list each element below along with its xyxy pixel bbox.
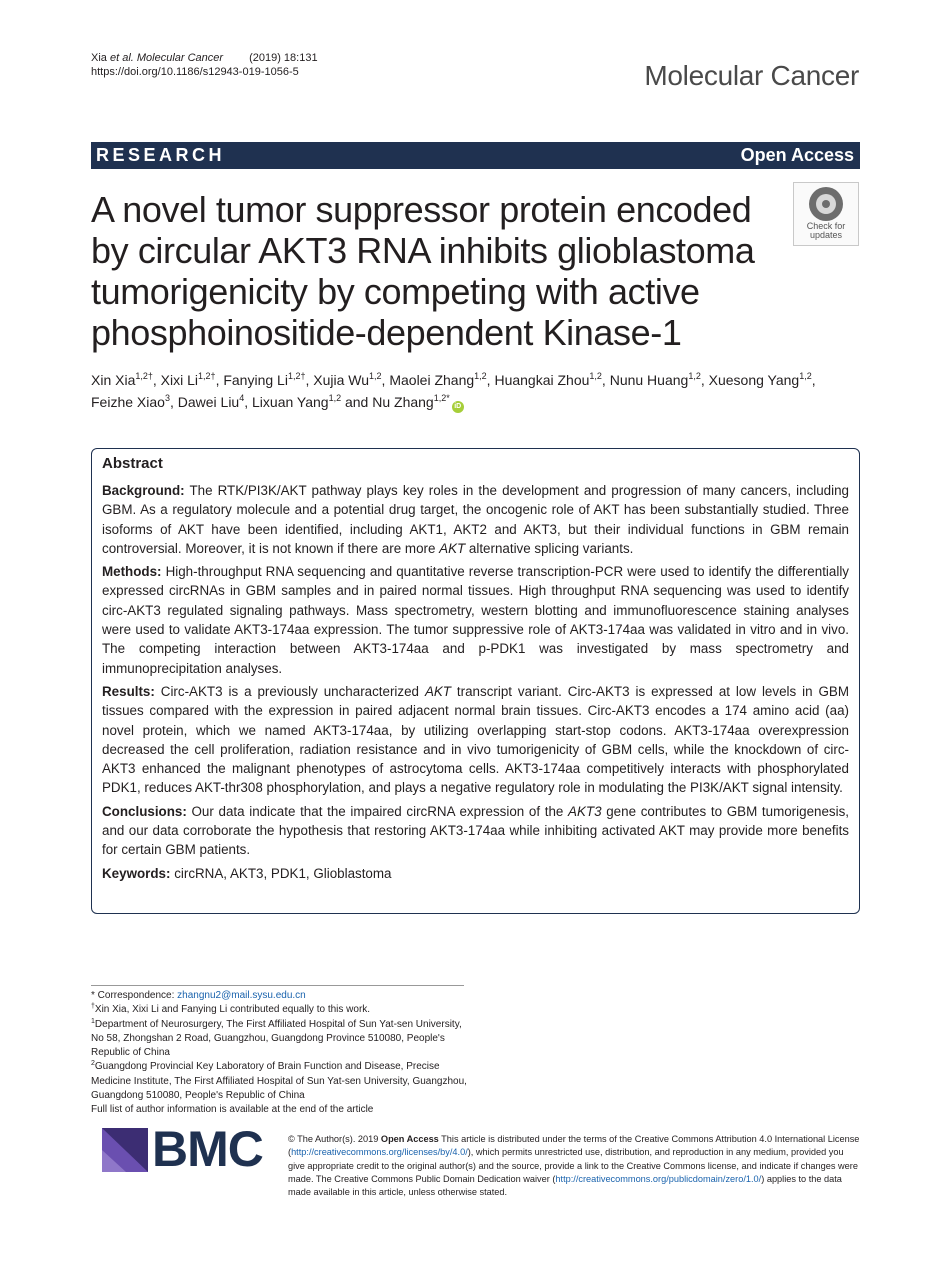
author-affiliation-marker: 1,2: [474, 371, 487, 381]
license-copyright: © The Author(s). 2019: [288, 1134, 381, 1144]
citation-authors: Xia: [91, 52, 110, 64]
author-name[interactable]: [223, 372, 305, 388]
orcid-icon[interactable]: iD: [452, 401, 464, 413]
abstract-background: [102, 481, 849, 558]
results-text-end: transcript variant. Circ-AKT3 is expressed at low levels in GBM tissues compared with the expression in paired adjacent normal brain tissues. Circ-AKT3 encodes a 174 amino acid (aa) novel protein, which we named AKT3-174aa, by utilizing overlapping start-stop codons. AKT3-174aa overexpression decreased the cell proliferation, radiation resistance and in vivo tumorigenicity of GBM cells, while the knockdown of circ-AKT3 enhanced the malignant phenotypes of astrocytoma cells. AKT3-174aa competitively interacts with phosphorylated PDK1, reduces AKT-thr308 phosphorylation, and plays a negative regulatory role in modulating the PI3K/AKT signal intensity.: [102, 683, 850, 796]
author-name-text: Dawei Liu: [177, 394, 240, 410]
author-affiliation-marker: 1,2: [799, 371, 812, 381]
keywords-label: Keywords:: [102, 865, 171, 881]
keywords-text: circRNA, AKT3, PDK1, Glioblastoma: [170, 865, 392, 881]
results-gene: AKT: [424, 683, 451, 699]
author-name[interactable]: [91, 394, 170, 410]
abstract-box: [91, 448, 860, 914]
author-affiliation-marker: 1,2: [328, 393, 342, 403]
correspondence-email-link[interactable]: zhangnu2@mail.sysu.edu.cn: [177, 990, 306, 1001]
author-affiliation-marker: 1,2*: [433, 393, 450, 403]
citation-block: [91, 51, 318, 79]
license-text-1: This article is distributed under the terms of the Creative Commons Attribution 4.0 International License (: [288, 1134, 860, 1158]
author-name[interactable]: [494, 372, 601, 388]
journal-name: Molecular Cancer: [644, 60, 859, 91]
license-open-access: Open Access: [380, 1134, 439, 1144]
equal-contribution-mark: †: [91, 1003, 95, 1011]
abstract-methods: [102, 562, 849, 678]
affiliation-1-number: 1: [91, 1017, 95, 1025]
methods-label: Methods:: [102, 564, 162, 580]
check-for-updates-line2: updates: [809, 230, 843, 240]
affiliation-1-text: Department of Neurosurgery, The First Affiliated Hospital of Sun Yat-sen University, No 58, Zhongshan 2 Road, Guangzhou, Guangdong Province 510080, People's Republic of China: [91, 1018, 462, 1059]
equal-contribution-text: Xin Xia, Xixi Li and Fanying Li contributed equally to this work.: [94, 1004, 371, 1016]
author-name-text: Xin Xia: [91, 372, 136, 388]
affiliation-2-text: Guangdong Provincial Key Laboratory of Brain Function and Disease, Precise Medicine Institute, The First Affiliated Hospital of Sun Yat-sen University, Guangzhou, Guangdong 510080, People's Republic of China: [91, 1061, 467, 1102]
license-text-2: ), which permits unrestricted use, distribution, and reproduction in any medium, provided you give appropriate credit to the original author(s) and the source, provide a link to the Creative Commons license, and indicate if changes were made. The Creative Commons Public Domain Dedication waiver (: [288, 1147, 858, 1184]
background-gene: AKT: [439, 540, 466, 556]
full-author-info-note: Full list of author information is available at the end of the article: [91, 1104, 374, 1116]
conclusions-text-end: gene contributes to GBM tumorigenesis, and our data corroborate the hypothesis that restoring AKT3-174aa while inhibiting activated AKT may provide more benefits for certain GBM patients.: [102, 803, 849, 858]
abstract-keywords: [102, 864, 849, 883]
author-name[interactable]: [91, 372, 153, 388]
author-affiliation-marker: 1,2†: [198, 371, 216, 381]
bmc-logo-icon: [102, 1128, 148, 1172]
affiliation-2: [91, 1060, 471, 1103]
license-text-3: ) applies to the data made available in this article, unless otherwise stated.: [288, 1173, 842, 1198]
affiliation-1: [91, 1018, 471, 1061]
abstract-heading: Abstract: [102, 455, 163, 472]
author-name-text: Xujia Wu: [313, 372, 370, 388]
results-text: Circ-AKT3 is a previously uncharacterized: [154, 683, 425, 699]
check-for-updates-button[interactable]: [793, 182, 859, 246]
bmc-logo-text: BMC: [152, 1121, 263, 1177]
footnote-divider: [91, 985, 464, 986]
author-affiliation-marker: 3: [164, 393, 170, 403]
background-text-end: alternative splicing variants.: [465, 540, 634, 556]
conclusions-text: Our data indicate that the impaired circRNA expression of the: [186, 803, 569, 819]
author-name-text: Lixuan Yang: [252, 394, 329, 410]
correspondence: [91, 989, 471, 1003]
citation-journal: et al. Molecular Cancer: [109, 52, 224, 64]
author-name-text: Feizhe Xiao: [91, 394, 165, 410]
conclusions-label: Conclusions:: [102, 803, 187, 819]
author-name-text: Xuesong Yang: [708, 372, 800, 388]
author-name-text: Huangkai Zhou: [494, 372, 590, 388]
citation-year: (2019) 18:131: [249, 52, 318, 64]
correspondence-label: * Correspondence:: [91, 990, 178, 1001]
author-name[interactable]: [389, 372, 486, 388]
abstract-conclusions: [102, 802, 849, 860]
author-name-text: Maolei Zhang: [389, 372, 475, 388]
background-label: Background:: [102, 483, 185, 498]
author-affiliation-marker: 1,2: [369, 371, 382, 381]
author-affiliation-marker: 1,2: [688, 371, 701, 381]
article-type: RESEARCH: [96, 145, 226, 165]
author-list-conjunction: and: [344, 394, 369, 410]
author-affiliation-marker: 1,2: [589, 371, 602, 381]
license-cc0-link[interactable]: http://creativecommons.org/publicdomain/zero/1.0/: [555, 1173, 762, 1184]
crossmark-icon: [809, 187, 843, 221]
author-affiliation-marker: 1,2†: [135, 371, 153, 381]
author-name[interactable]: [178, 394, 245, 410]
check-for-updates-line1: Check for: [806, 221, 846, 231]
author-name[interactable]: [372, 394, 450, 410]
author-name-text: Nunu Huang: [609, 372, 689, 388]
background-text: The RTK/PI3K/AKT pathway plays key roles in the development and progression of many cancers, including GBM. As a regulatory molecule and a potential drug target, the oncogenic role of AKT has been substantially studied. Three isoforms of AKT have been identified, including AKT1, AKT2 and AKT3, but their individual functions in GBM remain controversial. Moreover, it is not known if there are more: [102, 483, 849, 556]
doi-link[interactable]: https://doi.org/10.1186/s12943-019-1056-5: [91, 66, 299, 78]
author-name[interactable]: [610, 372, 701, 388]
author-name[interactable]: [252, 394, 341, 410]
results-label: Results:: [102, 683, 155, 699]
author-name[interactable]: [161, 372, 216, 388]
author-name[interactable]: [709, 372, 812, 388]
open-access-label: Open Access: [740, 145, 854, 165]
article-title: A novel tumor suppressor protein encoded by circular AKT3 RNA inhibits glioblastoma tumorigenicity by competing with active phosphoinositide-dependent Kinase-1: [91, 189, 755, 353]
abstract-results: [102, 682, 849, 798]
author-affiliation-marker: 1,2†: [287, 371, 306, 381]
author-list: Xin Xia$^{1,2\dagger}$, Xixi $Li^{1,2\dagger}$, Fanying $Li^{1,2\dagger}$, Xujia Wu$^{1,2}$, Maolei Zhang$^{1,2}$, Huangkai Zhou$^{1,2}$, Nunu Huang$^{1,2}$, Xuesong Yang$^{1,2}$, Feizhe Xiao$^3$, Dawei Liu$^4$, Lixuan Yang$^{1,2}$ and Nu Zhang$^{1,2*}$iD: [91, 369, 861, 413]
conclusions-gene: AKT3: [568, 803, 602, 819]
article-type-banner: [91, 142, 860, 169]
license-statement: [288, 1133, 860, 1199]
footnotes: [91, 989, 471, 1118]
citation-line: [91, 51, 318, 65]
author-name-text: Fanying Li: [223, 372, 288, 388]
author-name-text: Nu Zhang: [372, 394, 434, 410]
equal-contribution-note: [91, 1003, 471, 1017]
methods-text: High-throughput RNA sequencing and quantitative reverse transcription-PCR were used to identify the differentially expressed circRNAs in GBM samples and in paired normal tissues. High throughput RNA sequencing was used to identify circ-AKT3 regulated signaling pathways. Mass spectrometry, western blotting and immunofluorescence staining analyses were used to validate AKT3-174aa expression. The tumor suppressive role of AKT3-174aa was validated in vitro and in vivo. The competing interaction between AKT3-174aa and p-PDK1 was investigated by mass spectrometry and immunoprecipitation analyses.: [102, 564, 849, 676]
affiliation-2-number: 2: [91, 1060, 95, 1068]
author-affiliation-marker: 4: [239, 393, 245, 403]
license-cc-by-link[interactable]: http://creativecommons.org/licenses/by/4.0/: [291, 1147, 468, 1158]
author-name-text: Xixi Li: [160, 372, 199, 388]
author-name[interactable]: [313, 372, 381, 388]
